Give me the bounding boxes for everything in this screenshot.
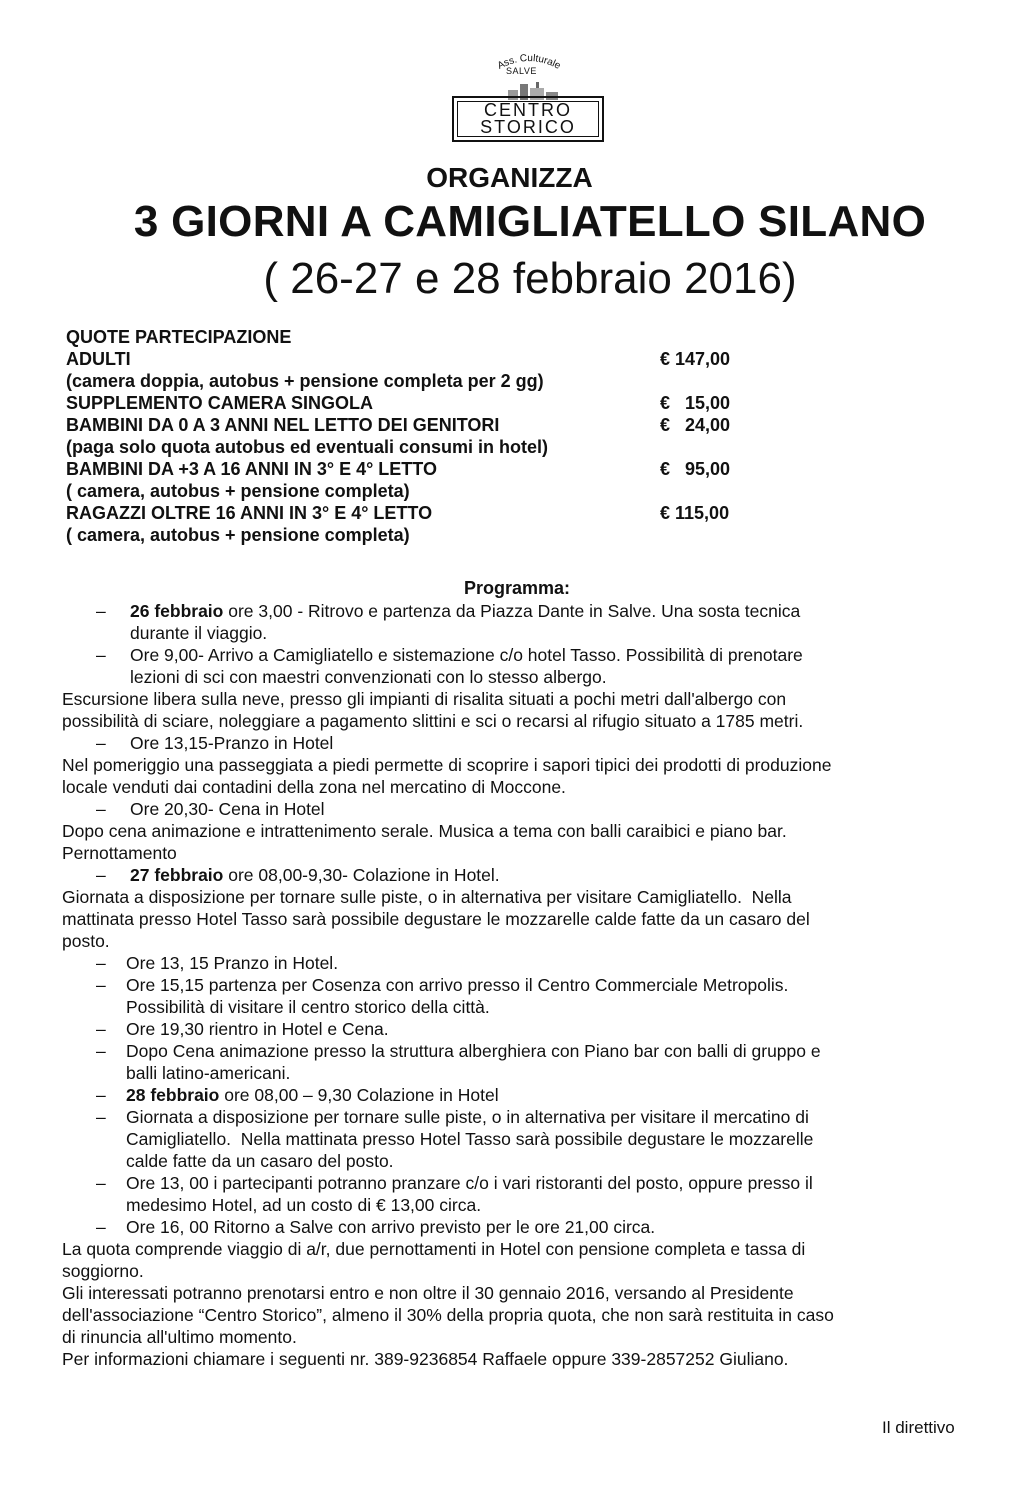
- program-text: Ore 13, 00 i partecipanti potranno pranzare c/o i vari ristoranti del posto, oppure presso il: [126, 1173, 813, 1193]
- program-line: [62, 1018, 952, 1040]
- quote-row: [66, 370, 766, 392]
- program-date: 26 febbraio: [130, 601, 224, 621]
- program-line: [62, 1150, 952, 1172]
- program-text: dell'associazione “Centro Storico”, almeno il 30% della propria quota, che non sarà restituita in caso: [62, 1305, 834, 1325]
- program-text: Ore 19,30 rientro in Hotel e Cena.: [126, 1019, 389, 1039]
- program-line: [62, 842, 952, 864]
- quote-row-price: € 115,00: [660, 503, 730, 523]
- program-date: 28 febbraio: [126, 1085, 220, 1105]
- program-text: Dopo cena animazione e intrattenimento serale. Musica a tema con balli caraibici e piano bar.: [62, 821, 787, 841]
- program-line: [62, 688, 952, 710]
- program-date: 27 febbraio: [130, 865, 224, 885]
- association-logo: [438, 46, 618, 146]
- program-line: [62, 1062, 952, 1084]
- logo-arc-label: Ass. Culturale: [495, 52, 563, 72]
- quote-row: [66, 524, 766, 546]
- program-line: [62, 1260, 952, 1282]
- program-line: [62, 1172, 952, 1194]
- program-text: ore 3,00 - Ritrovo e partenza da Piazza Dante in Salve. Una sosta tecnica: [223, 601, 801, 621]
- program-section: [62, 600, 952, 1370]
- quote-row-text: ( camera, autobus + pensione completa): [66, 481, 410, 501]
- program-line: [62, 1106, 952, 1128]
- program-text: Ore 15,15 partenza per Cosenza con arrivo presso il Centro Commerciale Metropolis.: [126, 975, 789, 995]
- program-line: [62, 996, 952, 1018]
- quote-row: [66, 392, 766, 414]
- program-line: [62, 820, 952, 842]
- program-line: [62, 1216, 952, 1238]
- program-title: Programma:: [464, 578, 571, 598]
- event-dates: ( 26-27 e 28 febbraio 2016): [263, 254, 797, 303]
- program-text: medesimo Hotel, ad un costo di € 13,00 circa.: [126, 1195, 482, 1215]
- program-text: lezioni di sci con maestri convenzionati con lo stesso albergo.: [130, 667, 607, 687]
- program-text: Per informazioni chiamare i seguenti nr. 389-9236854 Raffaele oppure 339-2857252 Giuliano.: [62, 1349, 789, 1369]
- program-text: Ore 13, 15 Pranzo in Hotel.: [126, 953, 339, 973]
- program-line: [62, 1128, 952, 1150]
- program-line: [62, 1194, 952, 1216]
- logo-town: SALVE: [506, 66, 537, 76]
- quote-row-text: BAMBINI DA +3 A 16 ANNI IN 3° E 4° LETTO: [66, 459, 437, 479]
- program-line: [62, 710, 952, 732]
- program-text: mattinata presso Hotel Tasso sarà possibile degustare le mozzarelle calde fatte da un casaro del: [62, 909, 810, 929]
- program-text: ore 08,00-9,30- Colazione in Hotel.: [223, 865, 500, 885]
- program-line: [62, 1304, 952, 1326]
- bullet-dash: –: [96, 799, 106, 819]
- bullet-dash: –: [96, 1041, 106, 1061]
- program-line: [62, 886, 952, 908]
- program-line: [62, 732, 952, 754]
- program-line: [62, 1084, 952, 1106]
- quote-row: [66, 502, 766, 524]
- quote-row-text: (paga solo quota autobus ed eventuali consumi in hotel): [66, 437, 549, 457]
- bullet-dash: –: [96, 1107, 106, 1127]
- program-text: soggiorno.: [62, 1261, 144, 1281]
- program-text: possibilità di sciare, noleggiare a pagamento slittini e sci o recarsi al rifugio situato a 1785 metri.: [62, 711, 804, 731]
- program-text: Dopo Cena animazione presso la struttura alberghiera con Piano bar con balli di gruppo e: [126, 1041, 821, 1061]
- quote-row-text: BAMBINI DA 0 A 3 ANNI NEL LETTO DEI GENITORI: [66, 415, 500, 435]
- quote-section: [66, 326, 766, 546]
- bullet-dash: –: [96, 975, 106, 995]
- bullet-dash: –: [96, 733, 106, 753]
- program-line: [62, 930, 952, 952]
- program-line: [62, 1326, 952, 1348]
- program-text: Gli interessati potranno prenotarsi entro e non oltre il 30 gennaio 2016, versando al Presidente: [62, 1283, 794, 1303]
- program-line: [62, 952, 952, 974]
- quote-row: [66, 436, 766, 458]
- program-text: Ore 16, 00 Ritorno a Salve con arrivo previsto per le ore 21,00 circa.: [126, 1217, 656, 1237]
- program-line: [62, 666, 952, 688]
- bullet-dash: –: [96, 1085, 106, 1105]
- program-text: Ore 20,30- Cena in Hotel: [130, 799, 325, 819]
- program-line: [62, 754, 952, 776]
- program-line: [62, 864, 952, 886]
- logo-box: [452, 96, 604, 142]
- program-text: Nel pomeriggio una passeggiata a piedi permette di scoprire i sapori tipici dei prodotti di produzione: [62, 755, 832, 775]
- program-text: ore 08,00 – 9,30 Colazione in Hotel: [219, 1085, 499, 1105]
- program-line: [62, 798, 952, 820]
- quote-heading: QUOTE PARTECIPAZIONE: [66, 327, 292, 347]
- quote-row-text: SUPPLEMENTO CAMERA SINGOLA: [66, 393, 374, 413]
- program-line: [62, 908, 952, 930]
- organizza-heading: ORGANIZZA: [426, 162, 593, 193]
- program-line: [62, 644, 952, 666]
- quote-row-price: € 95,00: [660, 459, 731, 479]
- program-text: Escursione libera sulla neve, presso gli impianti di risalita situati a pochi metri dall'albergo con: [62, 689, 787, 709]
- program-text: calde fatte da un casaro del posto.: [126, 1151, 394, 1171]
- quote-row-text: (camera doppia, autobus + pensione completa per 2 gg): [66, 371, 544, 391]
- logo-box-line2: STORICO: [480, 117, 576, 137]
- program-text: Ore 9,00- Arrivo a Camigliatello e sistemazione c/o hotel Tasso. Possibilità di prenotare: [130, 645, 803, 665]
- quote-row-text: ADULTI: [66, 349, 131, 369]
- quote-row-text: ( camera, autobus + pensione completa): [66, 525, 410, 545]
- signature: Il direttivo: [882, 1418, 955, 1437]
- program-line: [62, 600, 952, 622]
- program-text: di rinuncia all'ultimo momento.: [62, 1327, 297, 1347]
- bullet-dash: –: [96, 645, 106, 665]
- program-line: [62, 974, 952, 996]
- bullet-dash: –: [96, 1173, 106, 1193]
- program-text: locale venduti dai contadini della zona nel mercatino di Moccone.: [62, 777, 566, 797]
- program-text: La quota comprende viaggio di a/r, due pernottamenti in Hotel con pensione completa e tassa di: [62, 1239, 806, 1259]
- program-text: Pernottamento: [62, 843, 177, 863]
- program-text: Ore 13,15-Pranzo in Hotel: [130, 733, 334, 753]
- program-line: [62, 622, 952, 644]
- quote-row-price: € 15,00: [660, 393, 731, 413]
- bullet-dash: –: [96, 865, 106, 885]
- program-line: [62, 1348, 952, 1370]
- bullet-dash: –: [96, 953, 106, 973]
- quote-row: [66, 348, 766, 370]
- program-text: Camigliatello. Nella mattinata presso Hotel Tasso sarà possibile degustare le mozzarelle: [126, 1129, 814, 1149]
- program-text: Possibilità di visitare il centro storico della città.: [126, 997, 490, 1017]
- quote-row-text: RAGAZZI OLTRE 16 ANNI IN 3° E 4° LETTO: [66, 503, 433, 523]
- program-text: balli latino-americani.: [126, 1063, 291, 1083]
- bullet-dash: –: [96, 601, 106, 621]
- program-text: posto.: [62, 931, 110, 951]
- quote-row: [66, 458, 766, 480]
- program-text: Giornata a disposizione per tornare sulle piste, o in alternativa per visitare il mercatino di: [126, 1107, 809, 1127]
- quote-row: [66, 480, 766, 502]
- quote-row-price: € 24,00: [660, 415, 731, 435]
- quote-row-price: € 147,00: [660, 349, 731, 369]
- program-line: [62, 1238, 952, 1260]
- bullet-dash: –: [96, 1019, 106, 1039]
- quote-row: [66, 414, 766, 436]
- program-text: Giornata a disposizione per tornare sulle piste, o in alternativa per visitare Camigliatello. Nella: [62, 887, 792, 907]
- program-line: [62, 1282, 952, 1304]
- bullet-dash: –: [96, 1217, 106, 1237]
- logo-box-line1: CENTRO: [484, 100, 572, 120]
- program-line: [62, 1040, 952, 1062]
- program-line: [62, 776, 952, 798]
- program-text: durante il viaggio.: [130, 623, 268, 643]
- event-title: 3 GIORNI A CAMIGLIATELLO SILANO: [133, 197, 927, 246]
